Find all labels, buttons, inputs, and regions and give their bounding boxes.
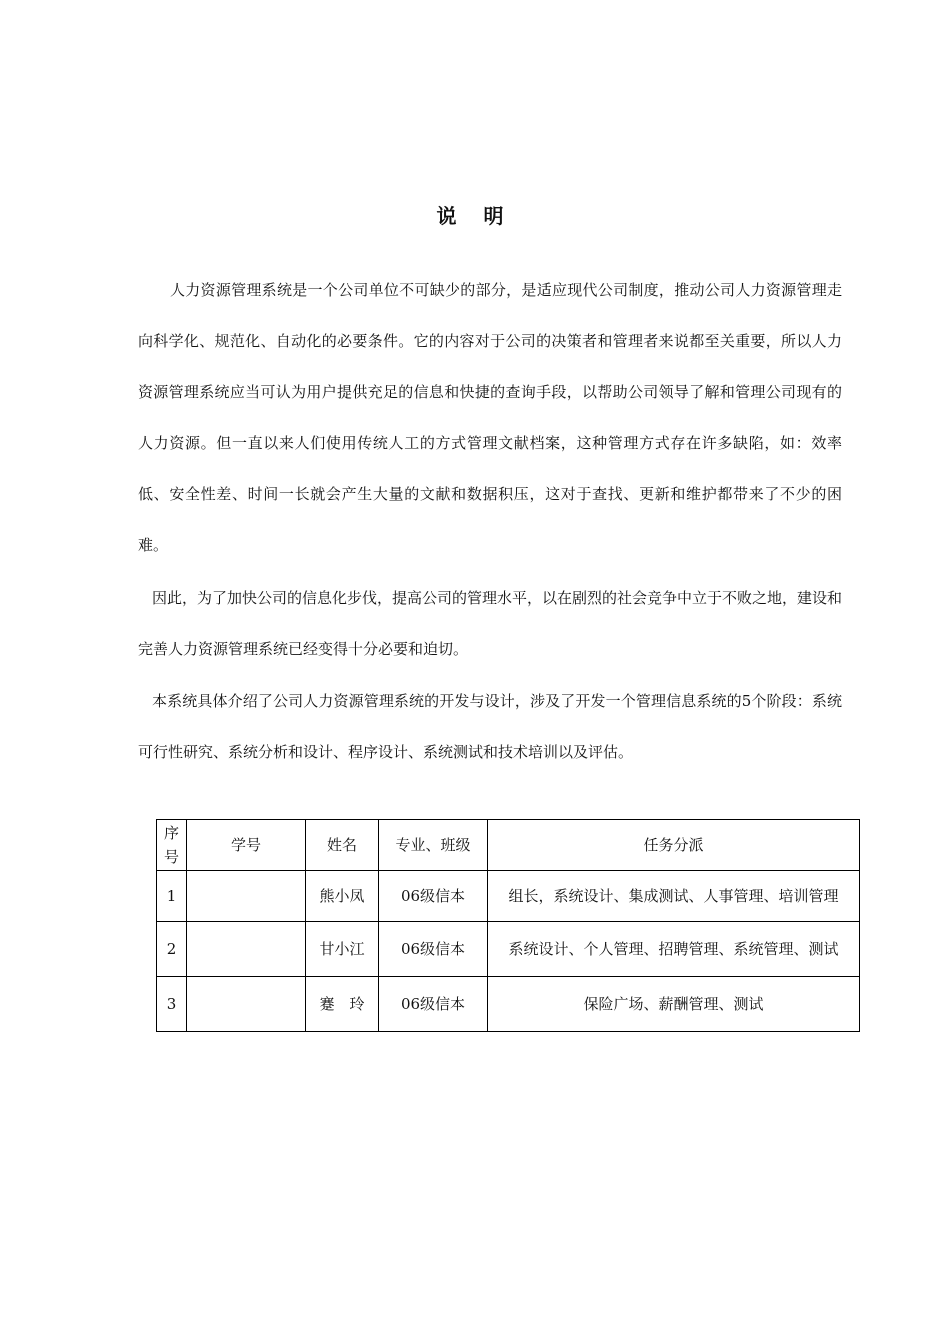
cell-seq: 3 bbox=[157, 977, 187, 1032]
paragraph-scope: 本系统具体介绍了公司人力资源管理系统的开发与设计，涉及了开发一个管理信息系统的5个阶段：系统可行性研究、系统分析和设计、程序设计、系统测试和技术培训以及评估。 bbox=[138, 692, 842, 761]
cell-tasks: 保险广场、薪酬管理、测试 bbox=[488, 977, 860, 1032]
table-row bbox=[157, 977, 860, 1032]
cell-student-id bbox=[187, 977, 306, 1032]
table-row bbox=[157, 871, 860, 922]
cell-seq: 1 bbox=[157, 871, 187, 922]
cell-major-class: 06级信本 bbox=[379, 922, 488, 977]
header-student-id: 学号 bbox=[187, 820, 306, 871]
cell-seq: 2 bbox=[157, 922, 187, 977]
table-row bbox=[157, 922, 860, 977]
header-name: 姓名 bbox=[306, 820, 379, 871]
cell-major-class: 06级信本 bbox=[379, 977, 488, 1032]
cell-student-id bbox=[187, 871, 306, 922]
header-seq: 序号 bbox=[157, 820, 187, 871]
header-tasks: 任务分派 bbox=[488, 820, 860, 871]
cell-tasks: 系统设计、个人管理、招聘管理、系统管理、测试 bbox=[488, 922, 860, 977]
task-assignment-table bbox=[156, 819, 860, 1032]
paragraph-motivation: 因此，为了加快公司的信息化步伐，提高公司的管理水平，以在剧烈的社会竞争中立于不败之地，建设和完善人力资源管理系统已经变得十分必要和迫切。 bbox=[138, 589, 843, 658]
page-title: 说 明 bbox=[436, 204, 514, 228]
cell-name: 熊小凤 bbox=[306, 871, 379, 922]
cell-name: 蹇 玲 bbox=[306, 977, 379, 1032]
cell-student-id bbox=[187, 922, 306, 977]
paragraph-intro: 人力资源管理系统是一个公司单位不可缺少的部分，是适应现代公司制度，推动公司人力资源管理走向科学化、规范化、自动化的必要条件。它的内容对于公司的决策者和管理者来说都至关重要，所以人力资源管理系统应当可认为用户提供充足的信息和快捷的查询手段，以帮助公司领导了解和管理公司现有的人力资源。但一直以来人们使用传统人工的方式管理文献档案，这种管理方式存在许多缺陷，如：效率低、安全性差、时间一长就会产生大量的文献和数据积压，这对于查找、更新和维护都带来了不少的困难。 bbox=[138, 281, 842, 554]
cell-tasks: 组长，系统设计、集成测试、人事管理、培训管理 bbox=[488, 871, 860, 922]
table-header-row bbox=[157, 820, 860, 871]
header-major-class: 专业、班级 bbox=[379, 820, 488, 871]
cell-major-class: 06级信本 bbox=[379, 871, 488, 922]
cell-name: 甘小江 bbox=[306, 922, 379, 977]
